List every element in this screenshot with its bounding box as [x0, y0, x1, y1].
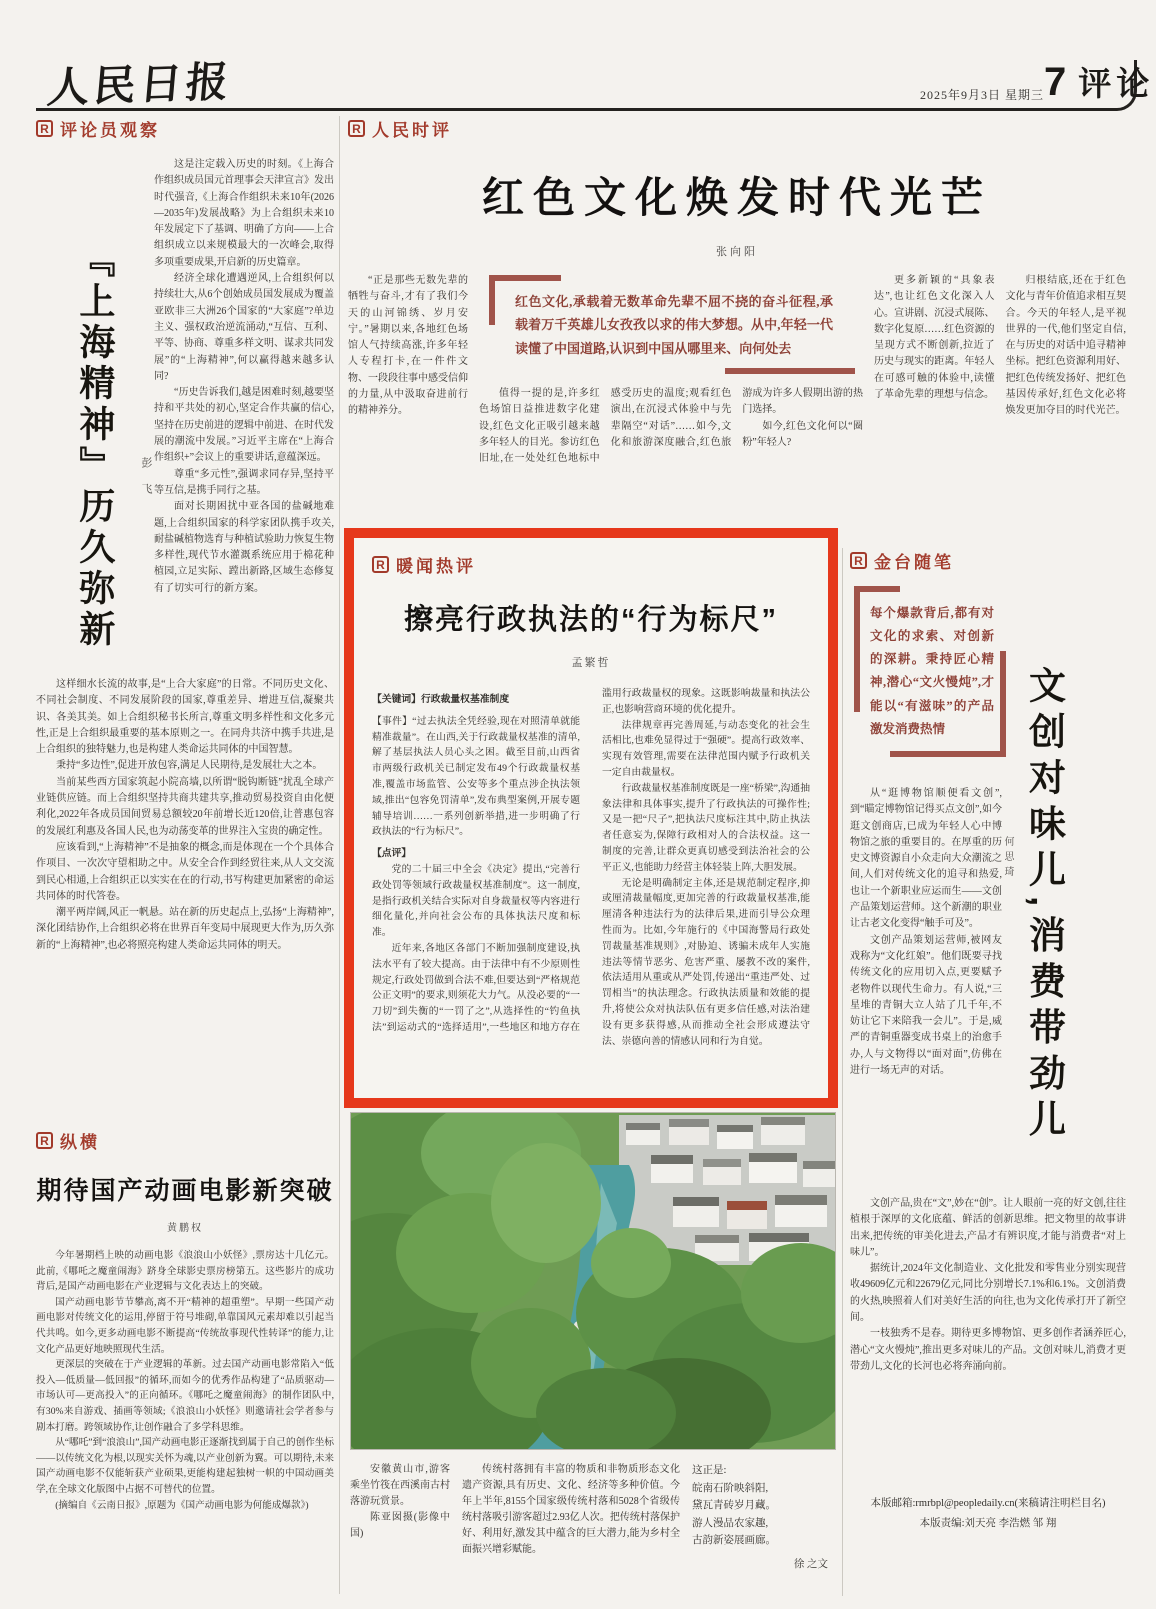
observer-headline: 『上海精神』历久弥新	[74, 241, 116, 651]
r-badge-icon: R	[36, 1132, 53, 1149]
photo-caption-main: 传统村落拥有丰富的物质和非物质形态文化遗产资源,具有历史、文化、经济等多种价值。今年上半年,8155个国家级传统村落和5028个省级传统村落吸引游客超过2.93亿人次。把传统村落保护好、利用好,激发其中蕴含的巨大潜力,能为乡村全面振兴增彩赋能。	[462, 1464, 680, 1555]
newspaper-logo: 人民日报	[45, 59, 235, 113]
nuanwen-body	[372, 686, 810, 1060]
shiping-columns-mid	[479, 273, 863, 547]
jintai-byline: 何思琦	[1002, 836, 1013, 881]
footer-editors: 本版责编:刘天亮 李浩燃 邹 翔	[919, 1518, 1057, 1529]
jintai-body-upper: 从“逛博物馆顺便看文创”,到“瞄定博物馆记得买点文创”,如今逛文创商店,已成为年轻人心中博物馆之旅的重要目的。在厚重的历史文博资源自小众走向大众潮流之间,人们对传统文化的追寻和热爱,也让一个新职业应运而生——文创产品策划运营师。这个新潮的职业让古老文化变得“触手可及”。 文创产品策划运营师,被网友戏称为“文化红娘”。他们既要寻找传统文化的应用切入点,更要赋予老物件以现代生命力。有人说,“三星堆的青铜大立人站了几千年,不妨让它下来陪我一会儿”。于是,威严的青铜重器变成书桌上的治愈手办,人与文物得以“面对面”,仿佛在进行一场无声的对话。	[850, 788, 1002, 1077]
nuanwen-event-line: 【事件】“过去执法全凭经验,现在对照清单就能精准裁量”。在山西,关于行政裁量权基准的清单,解了基层执法人员心头之困。截至目前,山西省市两级行政机关已制定发布49个行政裁量权基准,覆盖市场监管、公安等多个重点涉企执法领域,推出“包容免罚清单”,发布典型案例,开展专题辅导培训……一系列创新举措,进一步明确了行政执法的“行为标尺”。	[372, 715, 580, 838]
shiping-pull-quote: 红色文化,承载着无数革命先辈不屈不挠的奋斗征程,承载着万千英雄儿女孜孜以求的伟大梦想。从中,年轻一代读懂了中国道路,认识到中国从哪里来、向何处去	[489, 275, 855, 374]
shiping-columns-mid-text: 值得一提的是,许多红色场馆日益推进数字化建设,红色文化正吸引越来越多年轻人的目光。参访红色旧址,在一处处红色地标中感受历史的温度;观看红色演出,在沉浸式体验中与先辈隔空“对话”……如今,文化和旅游深度融合,红色旅游成为许多人假期出游的热门选择。 如今,红色文化何以“圈粉”年轻人?	[479, 388, 863, 465]
shiping-byline: 张向阳	[716, 246, 758, 258]
article-observer	[36, 116, 334, 1081]
page-footer	[850, 1494, 1126, 1534]
nuanwen-headline: 擦亮行政执法的“行为标尺”	[403, 604, 778, 636]
zongheng-section-label: 纵横	[60, 1133, 100, 1152]
quote-corner-icon	[489, 275, 561, 325]
shiping-columns-right: 更多新颖的“具象表达”,也让红色文化深入人心。宣讲剧、沉浸式展陈、数字化复原……红色资源的呈现方式不断创新,拉近了历史与现实的距离。年轻人在可感可触的体验中,读懂了革命先辈的理想与信念。 归根结底,还在于红色文化与青年价值追求相互契合。今天的年轻人,是平视世界的一代,他们坚定自信,在与历史的对话中追寻精神坐标。把红色资源利用好、把红色传统发扬好、把红色基因传承好,红色文化必将焕发更加夺目的时代光芒。	[874, 275, 1126, 417]
section-name: 评论	[1078, 65, 1155, 102]
masthead-page-block	[1044, 58, 1154, 105]
jintai-section-label: 金台随笔	[874, 553, 954, 572]
article-nuanwen-highlighted	[344, 528, 838, 1108]
r-badge-icon: R	[850, 552, 867, 569]
observer-section-label: 评论员观察	[60, 121, 160, 140]
photo-caption-left: 安徽黄山市,游客乘坐竹筏在西溪南古村落游玩赏景。 陈亚囡摄(影像中国)	[350, 1462, 450, 1573]
nuanwen-section-label: 暖闻热评	[396, 557, 476, 576]
nuanwen-keyword-line: 【关键词】行政裁量权基准制度	[372, 694, 510, 705]
article-shiping	[348, 116, 1126, 547]
observer-body-full: 这样细水长流的故事,是“上合大家庭”的日常。不同历史文化、不同社会制度、不同发展阶段的国家,尊重差异、增进互信,凝聚共识、各美其美。如上合组织秘书长所言,尊重文明多样性和文化多元性,正是上合组织最重要的基本原则之一。在同舟共济中携手共进,是上合组织的独特魅力,也是构建人类命运共同体的中国智慧。 秉持“多边性”,促进开放包容,满足人民期待,是发展壮大之本。 当前某些西方国家筑起小院高墙,以所谓“脱钩断链”扰乱全球产业链供应链。而上合组织坚持共商共建共享,推动贸易投资自由化便利化,2022年各成员国间贸易总额较20年前增长近120倍,让普惠包容的发展红利惠及各国人民,也为动荡变革的世界注入宝贵的确定性。 应该看到,“上海精神”不是抽象的概念,而是体现在一个个具体合作项目、一次次守望相助之中。从安全合作到经贸往来,从人文交流到民心相通,上合组织正以实实在在的行动,书写构建更加紧密的命运共同体的时代答卷。 潮平两岸阔,风正一帆悬。站在新的历史起点上,弘扬“上海精神”,深化团结协作,上合组织必将在世界百年变局中展现更大作为,历久弥新的“上海精神”,也必将照亮构建人类命运共同体的明天。	[36, 679, 334, 951]
shiping-section-label: 人民时评	[372, 121, 452, 140]
page-number: 7	[1044, 60, 1067, 104]
footer-email: 本版邮箱:rmrbpl@peopledaily.cn(来稿请注明栏目名)	[870, 1498, 1106, 1509]
nuanwen-comment-label: 【点评】	[372, 848, 412, 860]
observer-headline-block	[36, 157, 154, 671]
article-zongheng	[36, 1128, 334, 1582]
shiping-headline: 红色文化焕发时代光芒	[481, 174, 992, 221]
photo-credit: 陈亚囡摄(影像中国)	[350, 1512, 450, 1539]
zongheng-byline: 黄鹏权	[167, 1223, 203, 1234]
quote-corner-icon	[890, 651, 1006, 757]
r-badge-icon: R	[348, 120, 365, 137]
photo-block	[350, 1112, 836, 1573]
poem-author: 徐 之文	[793, 1558, 828, 1570]
village-photo-illustration	[351, 1113, 836, 1449]
masthead-date: 2025年9月3日 星期三	[920, 88, 1045, 102]
nuanwen-byline: 孟繁哲	[571, 657, 611, 669]
observer-byline: 彭 飞	[140, 457, 152, 500]
zongheng-body: 今年暑期档上映的动画电影《浪浪山小妖怪》,票房达十几亿元。此前,《哪吒之魔童闹海》跻身全球影史票房榜第五。这些影片的成功背后,是国产动画电影在产业逻辑与文化表达上的突破。 国产动画电影节节攀高,离不开“精神的超重塑”。早期一些国产动画电影对传统文化的运用,停留于符号堆砌,单靠国风元素却难以引起当代共鸣。如今,更多动画电影不断提高“传统故事现代性转译”的能力,让文化产品更好地映照现代生活。 更深层的突破在于产业逻辑的革新。过去国产动画电影常陷入“低投入—低质量—低回报”的循环,而如今的优秀作品构建了“品质驱动—市场认可—更高投入”的正向循环。《哪吒之魔童闹海》的制作团队中,有30%来自游戏、插画等领域;《浪浪山小妖怪》则邀请社会学者参与剧本打磨。跨领域协作,让创作融合了多学科思维。 从“哪吒”到“浪浪山”,国产动画电影正逐渐找到属于自己的创作坐标——以传统文化为根,以现实关怀为魂,以产业创新为翼。可以期待,未来国产动画电影不仅能斩获产业硕果,更能构建起独树一帜的中国动画美学,在全球文化版图中占据不可替代的位置。 (摘编自《云南日报》,原题为《国产动画电影为何能成爆款》)	[36, 1250, 334, 1511]
jintai-headline: 文创对味儿,消费带劲儿	[1023, 666, 1065, 1146]
article-jintai	[850, 548, 1126, 1548]
r-badge-icon: R	[372, 556, 389, 573]
observer-section-header	[36, 116, 334, 141]
observer-body-column: 这是注定载入历史的时刻。《上海合作组织成员国元首理事会天津宣言》发出时代强音,《上海合作组织未来10年(2026—2035年)发展战略》为上合组织未来10年发展定下了基调、明确了方向——上合组织成立以来规模最大的一次峰会,取得多项重要成果,开启新的历史篇章。 经济全球化遭遇逆风,上合组织何以持续壮大,从6个创始成员国发展成为覆盖亚欧非三大洲26个国家的“大家庭”?单边主义、强权政治逆流涌动,“互信、互利、平等、协商、尊重多样文明、谋求共同发展”的“上海精神”,何以赢得越来越多认同? “历史告诉我们,越是困难时刻,越要坚持和平共处的初心,坚定合作共赢的信心,坚持在历史前进的逻辑中前进、在时代发展的潮流中发展。”习近平主席在“上海合作组织+”会议上的重要讲话,意蕴深远。 尊重“多元性”,强调求同存异,坚持平等互信,是携手同行之基。 面对长期困扰中亚各国的盐碱地难题,上合组织国家的科学家团队携手攻关,耐盐碱植物选育与种植试验助力恢复生物多样性,现代节水灌溉系统应用于棉花种植园,立足实际、蹚出新路,区域生态修复有了切实可行的新方案。	[154, 159, 334, 594]
zongheng-section-header	[36, 1128, 334, 1153]
nuanwen-section-header	[372, 552, 810, 577]
jintai-body-lower: 文创产品,贵在“文”,妙在“创”。让人眼前一亮的好文创,往往植根于深厚的文化底蕴、鲜活的创新思维。把文物里的故事讲出来,把传统的审美化进去,产品才有辨识度,才能与消费者“对上味儿”。 据统计,2024年文化制造业、文化批发和零售业分别实现营收49609亿元和22679亿元,同比分别增长7.1%和6.1%。文创消费的火热,映照着人们对美好生活的向往,也为文化传承打开了新空间。 一枝独秀不是春。期待更多博物馆、更多创作者涵养匠心,潜心“文火慢炖”,推出更多对味儿的产品。文创对味儿,消费才更带劲儿,文化的长河也必将奔涌向前。	[850, 1198, 1126, 1372]
photo-poem	[692, 1462, 836, 1573]
shiping-column-1: “正是那些无数先辈的牺牲与奋斗,才有了我们今天的山河锦绣、岁月安宁。”暑期以来,各地红色场馆人气持续高涨,许多年轻人专程打卡,在一件件文物、一段段往事中感受信仰的力量,从中汲取奋进前行的精神养分。	[348, 275, 468, 417]
quote-corner-icon	[725, 354, 855, 374]
nuanwen-comment-paragraphs: 党的二十届三中全会《决定》提出,“完善行政处罚等领域行政裁量权基准制度”。这一制度,是指行政机关结合实际对自身裁量权等内容进行细化量化,并向社会公布的具体执法尺度和标准。 近年来,各地区各部门不断加强制度建设,执法水平有了较大提高。由于法律中有不少原则性规定,行政处罚做到合法不难,但要达到“严格规范公正文明”的要求,则须花大力气。从没必要的“一刀切”到失衡的“一罚了之”,从选择性的“钓鱼执法”到运动式的“选择适用”,一些地区和地方存在滥用行政裁量权的现象。这既影响裁量和执法公正,也影响营商环境的优化提升。 法律规章再完善周延,与动态变化的社会生活相比,也难免显得过于“强硬”。提高行政效率、实现有效管理,需要在法律范围内赋予行政机关一定自由裁量权。 行政裁量权基准制度既是一座“桥梁”,沟通抽象法律和具体事实,提升了行政执法的可操作性;又是一把“尺子”,把执法尺度标注其中,防止执法者任意妄为,保障行政相对人的合法权益。这一制度的完善,让群众更真切感受到法治社会的公平正义,也能助力经营主体轻装上阵,大胆发展。 无论是明确制定主体,还是规范制定程序,抑或厘清裁量幅度,更加完善的行政裁量权基准,能厘清各种违法行为的法律后果,进而引导公众理性而为。比如,今年施行的《中国海警局行政处罚裁量基准规则》,对胁迫、诱骗未成年人实施违法等情节恶劣、危害严重、屡教不改的案件,依法适用从重或从严处罚,传递出“重违严处、过罚相当”的执法理念。行政执法质量和效能的提升,将使公众对执法队伍有更多信任感,对法治建设有更多获得感,从而推动全社会形成遵法守法、崇德向善的情感认同和行为自觉。	[372, 688, 810, 1047]
shiping-section-header	[348, 116, 1126, 141]
jintai-section-header	[850, 548, 1126, 573]
poem-lines: 皖南石阶映斜阳, 黛瓦青砖岁月藏。 游人漫品农家趣, 古韵新姿展画廊。	[692, 1482, 776, 1546]
jintai-pull-quote: 每个爆款背后,都有对文化的求索、对创新的深耕。秉持匠心精神,潜心“文火慢炖”,才能以“有滋味”的产品激发消费热情	[854, 586, 1006, 757]
zongheng-headline: 期待国产动画电影新突破	[36, 1177, 334, 1205]
village-aerial-photo	[350, 1112, 836, 1450]
column-divider-right	[842, 548, 843, 1596]
column-divider-left	[339, 116, 340, 1594]
r-badge-icon: R	[36, 120, 53, 137]
poem-intro: 这正是:	[692, 1465, 727, 1476]
